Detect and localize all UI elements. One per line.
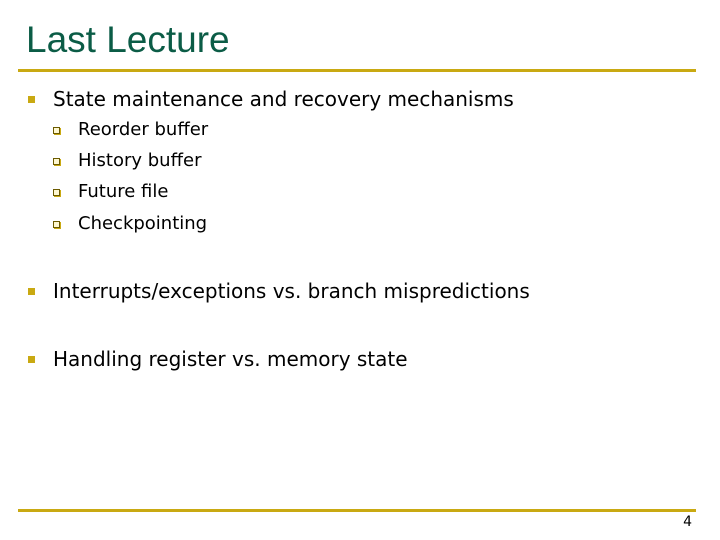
bullet-item <box>26 276 530 306</box>
hollow-square-bullet-icon <box>53 189 60 196</box>
square-bullet-icon <box>28 288 35 295</box>
sub-bullet-item <box>53 209 208 239</box>
bullet-text: Handling register vs. memory state <box>53 347 408 371</box>
bullet-text: State maintenance and recovery mechanisms <box>53 87 514 111</box>
slide-title: Last Lecture <box>26 19 230 60</box>
sub-bullet-text: Reorder buffer <box>78 119 209 140</box>
footer-divider <box>18 509 696 512</box>
page-number: 4 <box>683 514 692 530</box>
sub-bullet-text: Future file <box>78 181 169 202</box>
sub-bullet-text: Checkpointing <box>78 213 208 234</box>
bullet-item <box>26 344 408 374</box>
bullet-text: Interrupts/exceptions vs. branch mispredictions <box>53 279 530 303</box>
hollow-square-bullet-icon <box>53 158 60 165</box>
hollow-square-bullet-icon <box>53 221 60 228</box>
hollow-square-bullet-icon <box>53 127 60 134</box>
square-bullet-icon <box>28 96 35 103</box>
title-divider <box>18 69 696 72</box>
square-bullet-icon <box>28 356 35 363</box>
sub-bullet-item <box>53 146 202 176</box>
sub-bullet-item <box>53 177 169 207</box>
sub-bullet-item <box>53 115 209 145</box>
sub-bullet-text: History buffer <box>78 150 202 171</box>
bullet-item <box>26 84 514 114</box>
